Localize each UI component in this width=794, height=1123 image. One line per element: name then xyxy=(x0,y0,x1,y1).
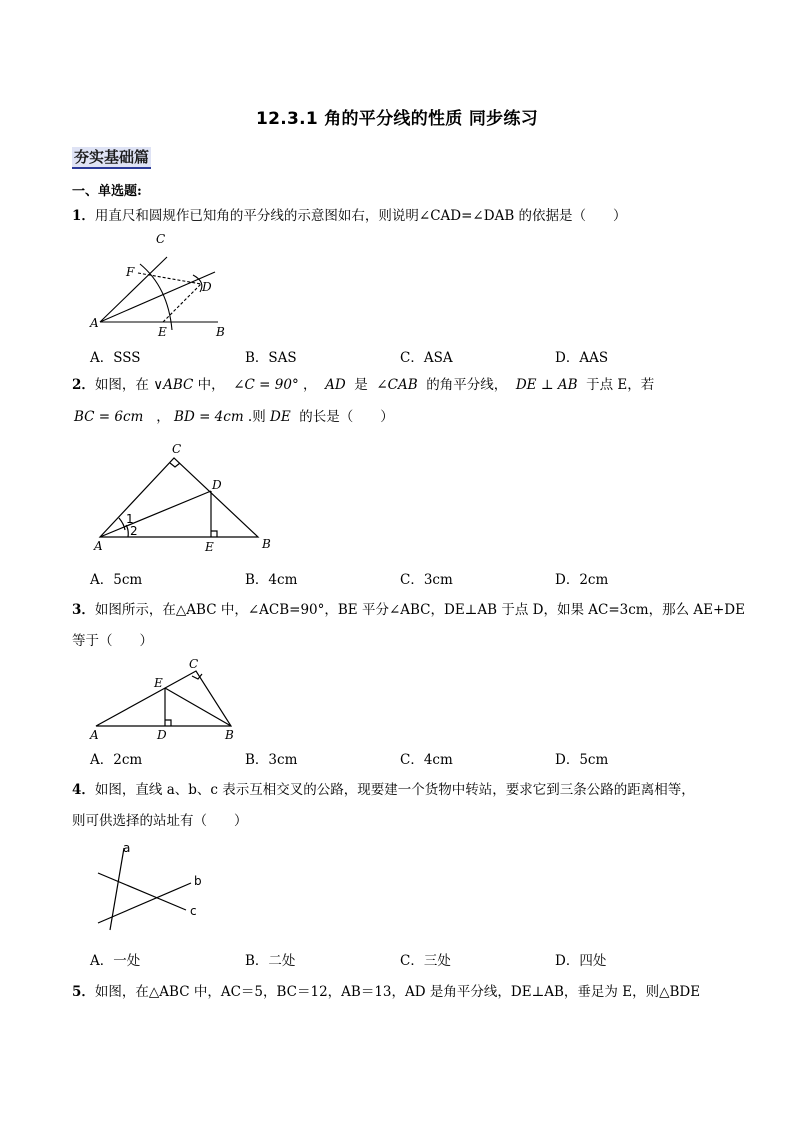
segment-be xyxy=(165,688,231,726)
label-e: E xyxy=(205,540,214,554)
question-2-line-1: 2．如图，在 ∨ABC 中， ∠C = 90° ， AD 是 ∠CAB 的角平分线， DE ⊥ AB 于点 E，若 xyxy=(72,377,655,393)
label-d: D xyxy=(202,280,212,294)
option-d[interactable]: D．5cm xyxy=(555,752,609,768)
subsection-heading: 一、单选题: xyxy=(72,184,142,199)
ray-ad xyxy=(100,272,215,322)
label-b: B xyxy=(216,325,225,339)
option-a[interactable]: A．5cm xyxy=(90,572,143,588)
line-b xyxy=(98,883,191,923)
option-b[interactable]: B．3cm xyxy=(245,752,298,768)
figure-three-roads xyxy=(88,838,218,938)
option-d[interactable]: D．2cm xyxy=(555,572,609,588)
question-5-line-1: 5．如图，在△ABC 中，AC＝5，BC＝12，AB＝13，AD 是角平分线，DE⊥AB，垂足为 E，则△BDE xyxy=(72,984,701,1000)
option-c[interactable]: C．3cm xyxy=(400,572,453,588)
label-d: D xyxy=(157,728,167,742)
question-number: 1 xyxy=(72,208,82,224)
option-c[interactable]: C．4cm xyxy=(400,752,453,768)
question-3-line-1: 3．如图所示，在△ABC 中，∠ACB=90°，BE 平分∠ABC，DE⊥AB 于点 D，如果 AC=3cm，那么 AE+DE xyxy=(72,602,745,618)
triangle-abc xyxy=(96,671,231,726)
question-4-line-2: 则可供选择的站址有（ ） xyxy=(72,813,248,829)
label-b: b xyxy=(194,874,202,888)
question-1: 1．用直尺和圆规作已知角的平分线的示意图如右，则说明∠CAD=∠DAB 的依据是（ ） xyxy=(72,208,627,224)
label-b: B xyxy=(262,537,271,551)
option-c[interactable]: C．ASA xyxy=(400,350,453,366)
question-4-line-1: 4．如图，直线 a、b、c 表示互相交叉的公路，现要建一个货物中转站，要求它到三条公路的距离相等， xyxy=(72,782,695,798)
figure-angle-bisector-construction xyxy=(88,232,238,340)
right-angle-d xyxy=(165,720,171,726)
section-heading: 夯实基础篇 xyxy=(72,147,151,169)
figure-triangle-bisector-be xyxy=(88,655,248,743)
question-number: 4 xyxy=(72,782,82,798)
question-3-line-2: 等于（ ） xyxy=(72,633,153,649)
question-number: 3 xyxy=(72,602,82,618)
option-a[interactable]: A．一处 xyxy=(90,953,141,969)
option-c[interactable]: C．三处 xyxy=(400,953,451,969)
label-e: E xyxy=(158,325,167,339)
label-angle-2: 2 xyxy=(130,524,138,538)
label-e: E xyxy=(154,676,163,690)
angle-arc-2 xyxy=(126,525,128,537)
question-number: 5 xyxy=(72,984,82,1000)
option-b[interactable]: B．SAS xyxy=(245,350,297,366)
option-a[interactable]: A．2cm xyxy=(90,752,143,768)
label-b: B xyxy=(225,728,234,742)
page-title: 12.3.1 角的平分线的性质 同步练习 xyxy=(255,109,539,129)
figure-right-triangle-bisector xyxy=(88,438,278,556)
line-a xyxy=(110,848,124,930)
question-text: 用直尺和圆规作已知角的平分线的示意图如右，则说明∠CAD=∠DAB 的依据是（ ） xyxy=(94,208,627,224)
question-number: 2 xyxy=(72,377,82,393)
label-c: c xyxy=(190,904,197,918)
label-a: A xyxy=(90,316,99,330)
label-a: A xyxy=(94,539,103,553)
label-c: C xyxy=(172,442,182,456)
option-d[interactable]: D．AAS xyxy=(555,350,609,366)
right-angle-e xyxy=(211,531,217,537)
label-d: D xyxy=(212,478,222,492)
label-c: C xyxy=(156,232,166,246)
option-d[interactable]: D．四处 xyxy=(555,953,607,969)
label-a: A xyxy=(90,728,99,742)
label-c: C xyxy=(189,657,199,671)
right-angle-c xyxy=(170,463,180,467)
option-b[interactable]: B．4cm xyxy=(245,572,298,588)
segment-ad xyxy=(100,491,211,537)
label-f: F xyxy=(126,265,135,279)
label-angle-1: 1 xyxy=(126,512,134,526)
option-a[interactable]: A．SSS xyxy=(90,350,141,366)
dashed-ed xyxy=(163,284,201,322)
label-a: a xyxy=(123,841,131,855)
question-2-line-2: BC = 6cm ， BD = 4cm .则 DE 的长是（ ） xyxy=(74,409,394,425)
option-b[interactable]: B．二处 xyxy=(245,953,296,969)
